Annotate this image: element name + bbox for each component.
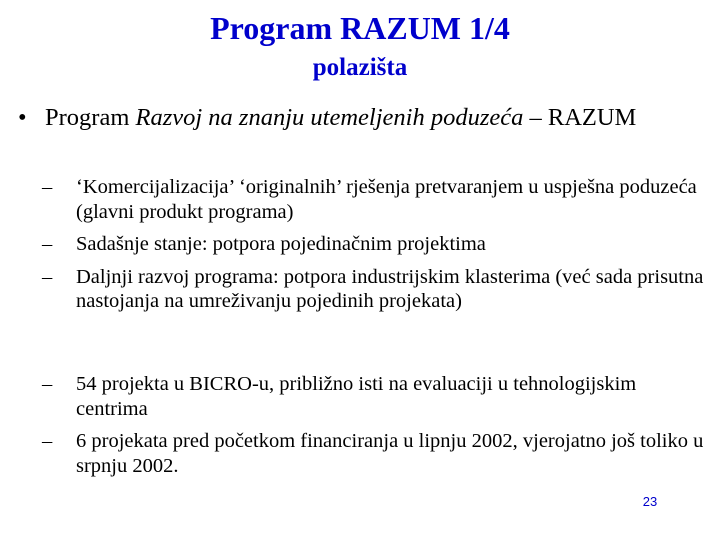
sub-bullet-list-2: [42, 372, 712, 486]
slide-title: Program RAZUM 1/4: [210, 10, 510, 46]
sub-bullet-list-1: [42, 175, 712, 322]
bullet-marker: •: [18, 104, 27, 131]
slide-subtitle: polazišta: [312, 54, 408, 81]
dash-marker: –: [42, 430, 53, 452]
program-name: Razvoj na znanju utemeljenih poduzeća: [135, 104, 524, 131]
sub-bullet-item: [42, 175, 712, 224]
main-bullet: [18, 103, 708, 133]
sub-bullet-text: 54 projekta u BICRO-u, približno isti na evaluaciji u tehnologijskim centrima: [76, 373, 637, 420]
dash-marker: –: [42, 373, 53, 395]
sub-bullet-item: [42, 232, 712, 257]
sub-bullet-item: [42, 265, 712, 314]
sub-bullet-text: Daljnji razvoj programa: potpora industrijskim klasterima (već sada prisutna nastojanja na umreživanju pojedinih projekata): [76, 265, 704, 312]
sub-bullet-text: 6 projekata pred početkom financiranja u lipnju 2002, vjerojatno još toliko u srpnju 2002.: [76, 430, 704, 477]
page-number: 23: [642, 494, 658, 509]
sub-bullet-text: Sadašnje stanje: potpora pojedinačnim projektima: [76, 233, 486, 255]
main-bullet-suffix: – RAZUM: [523, 104, 637, 131]
sub-bullet-item: [42, 372, 712, 421]
dash-marker: –: [42, 176, 53, 198]
dash-marker: –: [42, 233, 53, 255]
sub-bullet-item: [42, 429, 712, 478]
main-bullet-prefix: Program: [45, 104, 136, 131]
sub-bullet-text: ‘Komercijalizacija’ ‘originalnih’ rješenja pretvaranjem u uspješna poduzeća (glavni produkt programa): [76, 176, 697, 223]
main-bullet-text: [18, 103, 708, 133]
dash-marker: –: [42, 265, 53, 288]
